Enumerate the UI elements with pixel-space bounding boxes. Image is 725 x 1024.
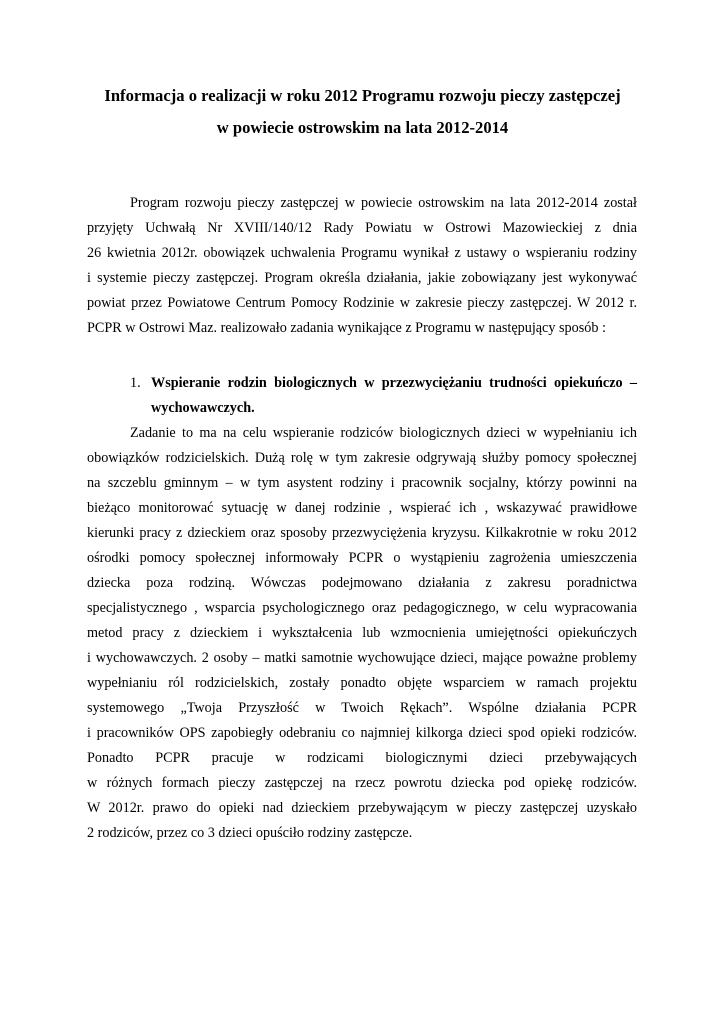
body-line: kierunki pracy z dzieckiem oraz sposoby przezwyciężenia kryzysu. Kilkakrotnie w roku 2012	[87, 525, 637, 541]
body-line: Ponadto PCPR pracuje w rodzicami biologicznymi dzieci przebywających	[87, 750, 637, 766]
body-line: Zadanie to ma na celu wspieranie rodziców biologicznych dzieci w wypełnianiu ich	[130, 425, 637, 441]
intro-line: Program rozwoju pieczy zastępczej w powiecie ostrowskim na lata 2012-2014 został	[130, 195, 637, 211]
body-line: metod pracy z dzieckiem i wykształcenia lub wzmocnienia umiejętności opiekuńczych	[87, 625, 637, 641]
body-line: obowiązków rodzicielskich. Dużą rolę w tym zakresie odgrywają służby pomocy społecznej	[87, 450, 637, 466]
intro-line: PCPR w Ostrowi Maz. realizowało zadania wynikające z Programu w następujący sposób :	[87, 320, 606, 336]
section-heading: wychowawczych.	[151, 400, 255, 416]
body-line: dziecka poza rodziną. Wówczas podejmowano działania z zakresu poradnictwa	[87, 575, 637, 591]
body-line: wypełnianiu ról rodzicielskich, zostały ponadto objęte wsparciem w ramach projektu	[87, 675, 637, 691]
body-line: i wychowawczych. 2 osoby – matki samotnie wychowujące dzieci, mające poważne problemy	[87, 650, 637, 666]
body-line: na szczeblu gminnym – w tym asystent rodziny i pracownik socjalny, którzy powinni na	[87, 475, 637, 491]
section-heading: Wspieranie rodzin biologicznych w przezwyciężaniu trudności opiekuńczo –	[151, 375, 637, 391]
body-line: w różnych formach pieczy zastępczej na rzecz powrotu dziecka pod opiekę rodziców.	[87, 775, 637, 791]
body-line: 2 rodziców, przez co 3 dzieci opuściło rodziny zastępcze.	[87, 825, 413, 841]
intro-line: powiat przez Powiatowe Centrum Pomocy Rodzinie w zakresie pieczy zastępczej. W 2012 r.	[87, 295, 637, 311]
body-line: ośrodki pomocy społecznej informowały PCPR o wystąpieniu zagrożenia umieszczenia	[87, 550, 637, 566]
document-title-line-1: Informacja o realizacji w roku 2012 Programu rozwoju pieczy zastępczej	[104, 86, 621, 105]
body-line: W 2012r. prawo do opieki nad dzieckiem przebywającym w pieczy zastępczej uzyskało	[87, 800, 637, 816]
intro-line: przyjęty Uchwałą Nr XVIII/140/12 Rady Powiatu w Ostrowi Mazowieckiej z dnia	[87, 220, 637, 236]
body-line: systemowego „Twoja Przyszłość w Twoich Rękach”. Wspólne działania PCPR	[87, 700, 637, 716]
intro-line: 26 kwietnia 2012r. obowiązek uchwalenia Programu wynikał z ustawy o wspieraniu rodziny	[87, 245, 637, 261]
section-number: 1.	[130, 375, 141, 391]
intro-line: i systemie pieczy zastępczej. Program określa działania, jakie zobowiązany jest wykonywać	[87, 270, 637, 286]
body-line: i pracowników OPS zapobiegły odebraniu co najmniej kilkorga dzieci spod opieki rodziców.	[87, 725, 637, 741]
document-title-line-2: w powiecie ostrowskim na lata 2012-2014	[216, 118, 509, 137]
body-line: bieżąco monitorować sytuację w danej rodzinie , wspierać ich , wskazywać prawidłowe	[87, 500, 637, 516]
body-line: specjalistycznego , wsparcia psychologicznego oraz pedagogicznego, w celu wypracowania	[87, 600, 637, 616]
